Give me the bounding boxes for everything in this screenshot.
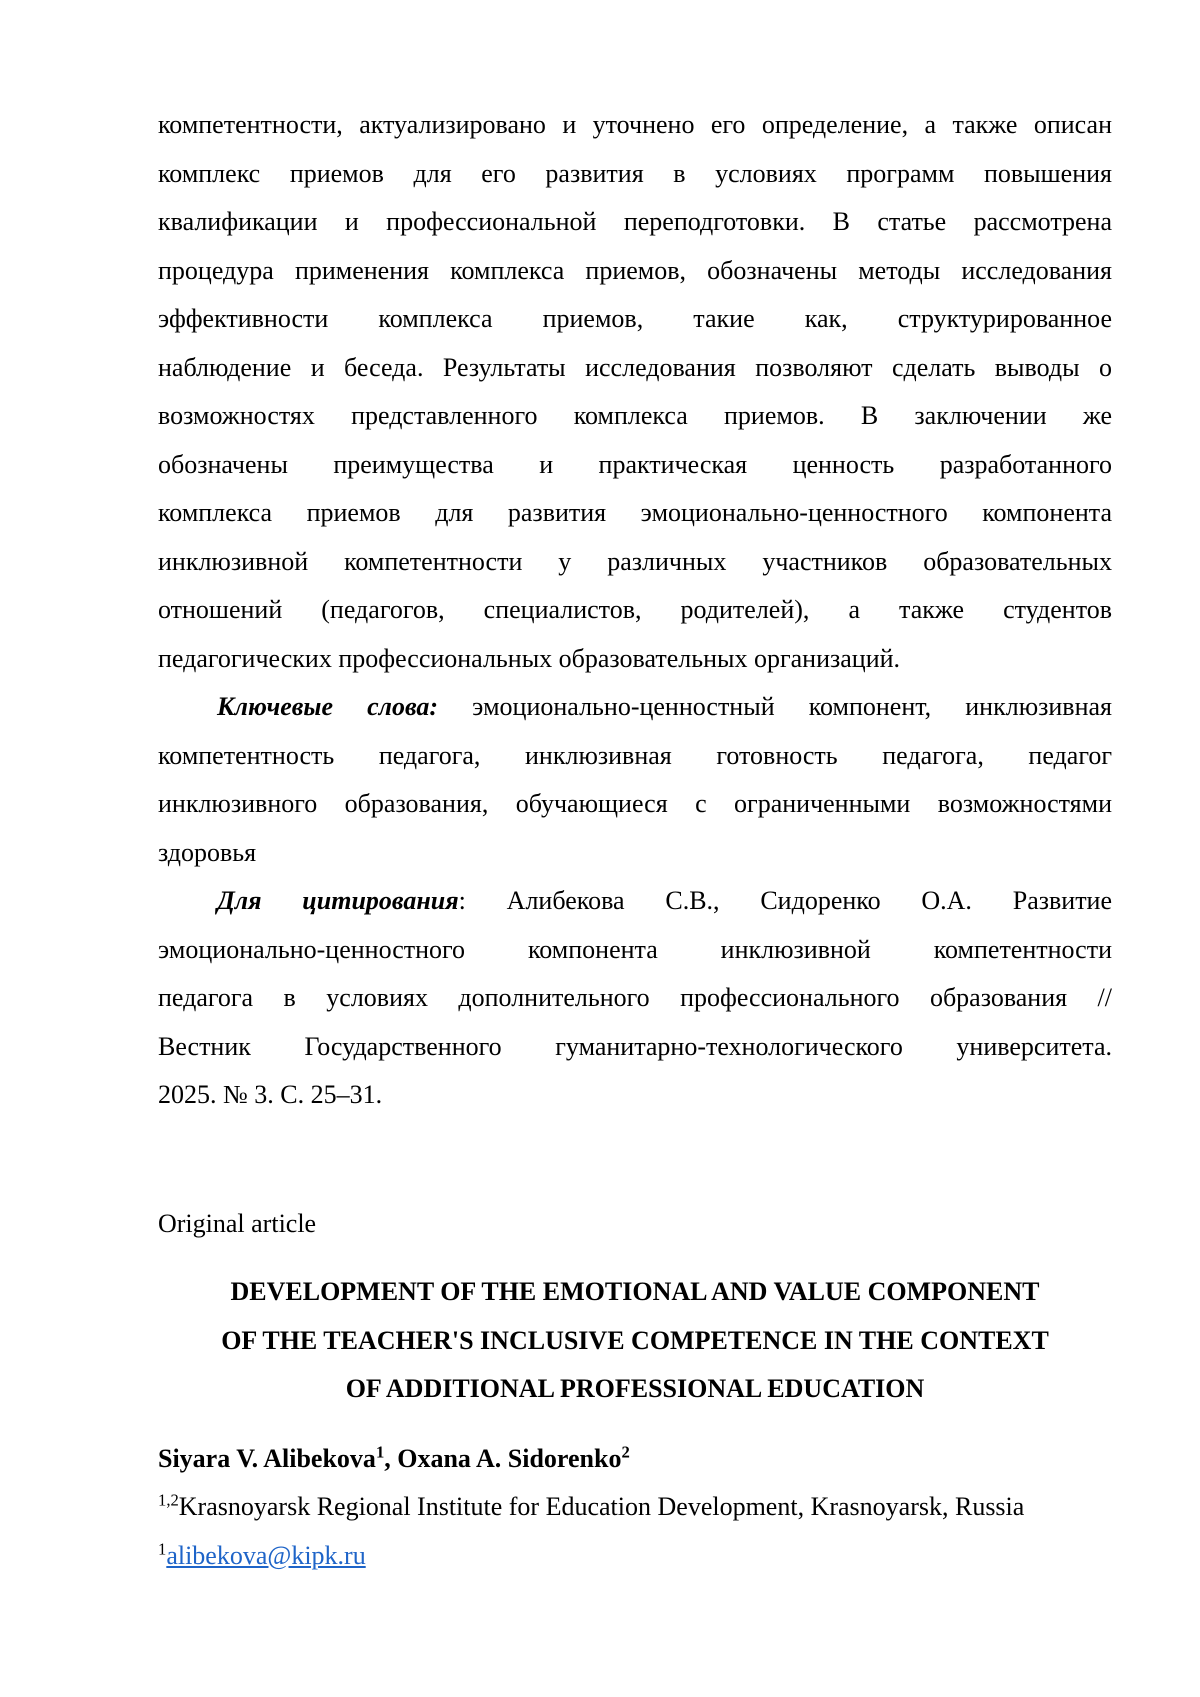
email-line — [158, 1532, 1112, 1581]
text-line: квалификации и профессиональной переподготовки. В статье рассмотрена — [158, 207, 1112, 236]
author-affiliation-marker-2: 2 — [621, 1441, 630, 1461]
text-line: эффективности комплекса приемов, такие как, структурированное — [158, 304, 1112, 333]
article-title — [158, 1268, 1112, 1414]
text-line: отношений (педагогов, специалистов, родителей), а также студентов — [158, 595, 1112, 624]
article-type-label: Original article — [158, 1208, 317, 1238]
affiliation-text: Krasnoyarsk Regional Institute for Education Development, Krasnoyarsk, Russia — [178, 1492, 1025, 1521]
text-line: инклюзивного образования, обучающиеся с ограниченными возможностями — [158, 789, 1112, 818]
text-line: здоровья — [158, 837, 257, 867]
authors-line — [158, 1435, 1112, 1484]
authors-separator: , — [384, 1443, 398, 1473]
text-line: компетентность педагога, инклюзивная готовность педагога, педагог — [158, 740, 1112, 770]
email-link[interactable]: alibekova@kipk.ru — [166, 1540, 366, 1570]
text-line: педагога в условиях дополнительного профессионального образования // — [158, 983, 1112, 1012]
author-name-1: Siyara V. Alibekova — [158, 1443, 376, 1473]
affiliation-line — [158, 1483, 1112, 1532]
text-line: 2025. № 3. С. 25–31. — [158, 1080, 383, 1109]
email-marker: 1 — [158, 1538, 167, 1558]
author-affiliation-marker-1: 1 — [375, 1441, 385, 1461]
title-line: OF ADDITIONAL PROFESSIONAL EDUCATION — [345, 1374, 925, 1403]
citation-label: Для цитирования — [217, 886, 459, 915]
affiliation-marker: 1,2 — [158, 1490, 179, 1510]
text-line: инклюзивной компетентности у различных участников образовательных — [158, 546, 1112, 576]
title-line: OF THE TEACHER'S INCLUSIVE COMPETENCE IN THE CONTEXT — [221, 1325, 1049, 1355]
text-line: Вестник Государственного гуманитарно-технологического университета. — [158, 1031, 1112, 1061]
text-line: педагогических профессиональных образовательных организаций. — [158, 643, 901, 673]
author-name-2: Oxana A. Sidorenko — [397, 1443, 622, 1473]
keywords-first-line — [158, 683, 1112, 732]
title-line: DEVELOPMENT OF THE EMOTIONAL AND VALUE COMPONENT — [230, 1277, 1040, 1306]
citation-colon: : — [458, 886, 507, 915]
text-line: эмоционально-ценностного компонента инклюзивной компетентности — [158, 934, 1112, 964]
keywords-label: Ключевые слова: — [217, 692, 439, 721]
text-line: процедура применения комплекса приемов, обозначены методы исследования — [158, 255, 1112, 285]
text-line: наблюдение и беседа. Результаты исследования позволяют сделать выводы о — [158, 352, 1112, 382]
citation-text: Алибекова С.В., Сидоренко О.А. Развитие — [506, 886, 1113, 915]
citation-paragraph — [158, 877, 1112, 1120]
text-line: комплекса приемов для развития эмоционально-ценностного компонента — [158, 498, 1112, 527]
abstract-continuation-paragraph — [158, 101, 1112, 683]
text-line: компетентности, актуализировано и уточнено его определение, а также описан — [158, 110, 1112, 139]
keywords-text: эмоционально-ценностный компонент, инклюзивная — [438, 692, 1112, 721]
text-line: возможностях представленного комплекса приемов. В заключении же — [158, 401, 1112, 430]
text-line: обозначены преимущества и практическая ценность разработанного — [158, 449, 1112, 479]
text-line: комплекс приемов для его развития в условиях программ повышения — [158, 158, 1112, 188]
citation-first-line — [158, 877, 1112, 926]
keywords-paragraph — [158, 683, 1112, 877]
